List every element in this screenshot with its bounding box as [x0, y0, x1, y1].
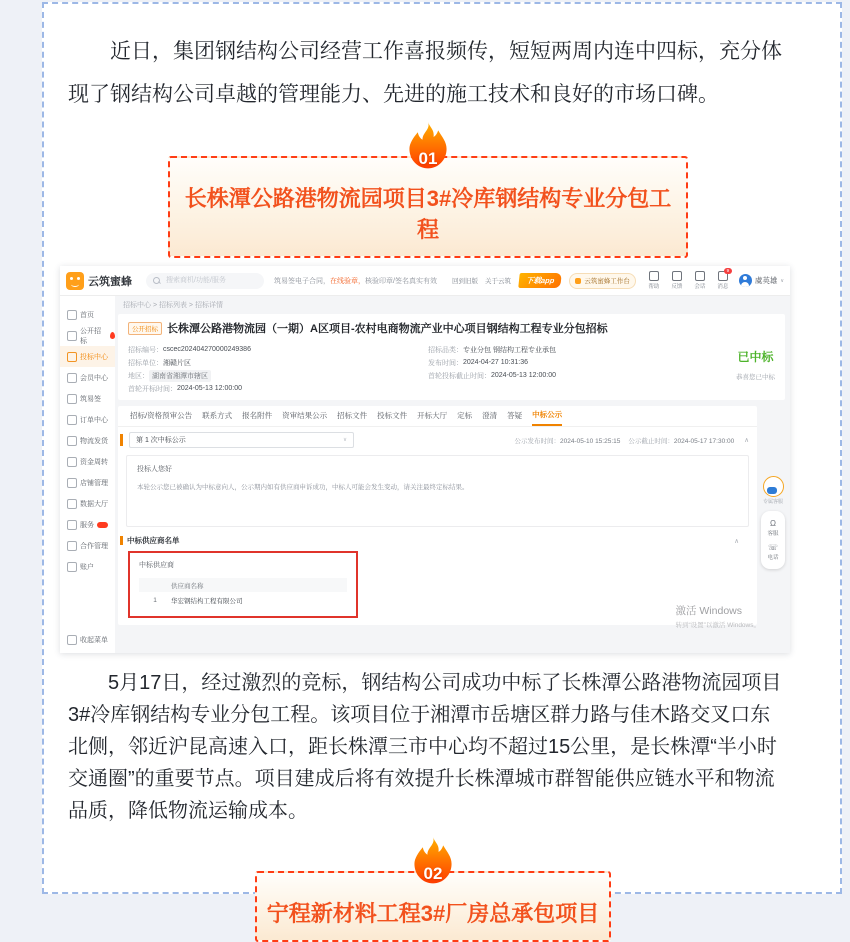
- detail-tab[interactable]: 资审结果公示: [282, 411, 328, 420]
- section-1-hero: [168, 122, 688, 258]
- download-app-button[interactable]: 下载app: [518, 273, 562, 288]
- bid-field: 首轮开标时间： 2024-05-13 12:00:00: [128, 385, 242, 393]
- avatar: [739, 274, 752, 287]
- topbar-links: [452, 276, 511, 285]
- topbar-link[interactable]: 回到旧版: [451, 278, 478, 285]
- table-row: 1 华宏钢结构工程有限公司: [153, 597, 243, 605]
- detail-tab[interactable]: 答疑: [507, 411, 523, 420]
- floating-widgets: 专属客服 Ω 客服 ☏ 电话: [761, 476, 785, 569]
- account-icon: [67, 562, 77, 572]
- funds-icon: [67, 457, 77, 467]
- app-sidebar: [60, 296, 115, 653]
- winner-notice: 投标人您好 本轮公示您已被确认为中标意向人，公示期内如有供应商申诉成功，中标人可能会发生变动，请关注最终定标结果。: [126, 455, 749, 527]
- sidebar-item[interactable]: 订单中心: [60, 409, 115, 430]
- esign-icon: [67, 394, 77, 404]
- sidebar-item[interactable]: 数据大厅: [60, 493, 115, 514]
- topbar-icons: [646, 268, 731, 290]
- sidebar-item[interactable]: 筑易签: [60, 388, 115, 409]
- sidebar-item[interactable]: 资金周转: [60, 451, 115, 472]
- phone-icon: ☏: [767, 543, 778, 552]
- detail-tab[interactable]: 招标/资格预审公告: [130, 411, 193, 420]
- section-1-title: 长株潭公路港物流园项目3#冷库钢结构专业分包工程: [168, 156, 688, 258]
- sidebar-item[interactable]: 服务: [60, 514, 115, 535]
- help-icon: [649, 271, 659, 281]
- search-icon: [153, 277, 160, 284]
- bid-detail-card: [118, 406, 757, 625]
- user-menu[interactable]: 虞英雄 ∨: [739, 274, 784, 287]
- sidebar-item[interactable]: 首页: [60, 304, 115, 325]
- sidebar-item[interactable]: 店铺管理: [60, 472, 115, 493]
- brand-logo[interactable]: [66, 272, 132, 290]
- detail-tab[interactable]: 开标大厅: [417, 411, 448, 420]
- sidebar-item[interactable]: 投标中心: [60, 346, 115, 367]
- bid-field: 招标品类： 专业分包 钢结构工程专业承包: [428, 346, 556, 354]
- chevron-down-icon: ∨: [342, 437, 347, 443]
- embedded-screenshot: [60, 266, 790, 653]
- promo-text: 筑易签电子合同，在线验章，核验印章/签名真实有效: [274, 277, 437, 285]
- bid-field: 首轮投标截止时间： 2024-05-13 12:00:00: [428, 372, 556, 380]
- search-box[interactable]: [146, 273, 264, 289]
- column-header: 供应商名称: [171, 582, 204, 590]
- winner-highlight-box: 中标供应商 供应商名称 1 华宏钢结构工程有限公司: [128, 551, 358, 618]
- logistics-icon: [67, 436, 77, 446]
- chevron-down-icon: ∨: [780, 277, 784, 284]
- flame-badge-icon: [410, 837, 456, 889]
- cooperation-icon: [67, 541, 77, 551]
- topbar-icon-item[interactable]: 帮助: [646, 271, 662, 290]
- detail-tabs: [118, 406, 757, 427]
- publicity-times: 公示发布时间：2024-05-10 15:25:15 公示截止时间：2024-05-17 17:30:00 ∧: [514, 437, 749, 445]
- section-number: 02: [423, 864, 443, 883]
- flame-badge-icon: [405, 122, 451, 174]
- bid-field: 招标单位： 湘赣片区: [128, 359, 191, 367]
- content-frame: [42, 2, 842, 926]
- intro-paragraph: 近日，集团钢结构公司经营工作喜报频传，短短两周内连中四标，充分体现了钢结构公司卓越的管理能力、先进的施工技术和良好的市场口碑。: [68, 40, 782, 106]
- detail-tab[interactable]: 中标公示: [532, 406, 562, 426]
- phone-button[interactable]: ☏ 电话: [767, 543, 779, 561]
- body-paragraph: 5月17日，经过激烈的竞标，钢结构公司成功中标了长株潭公路港物流园项目3#冷库钢结构专业分包工程。该项目位于湘潭市岳塘区群力路与佳木路交叉口东北侧，邻近沪昆高速入口，距长株潭三市中心均不超过15公里，是长株潭“半小时交通圈”的重要节点。项目建成后将有效提升长株潭城市群智能供应链水平和物流品质，降低物流运输成本。: [68, 672, 782, 822]
- bid-center-icon: [67, 352, 77, 362]
- detail-tab[interactable]: 报名附件: [242, 411, 273, 420]
- order-icon: [67, 415, 77, 425]
- app-topbar: [60, 266, 790, 296]
- workbench-badge[interactable]: 云筑蜜蜂工作台: [569, 273, 636, 289]
- customer-service-button[interactable]: Ω 客服: [767, 519, 779, 537]
- service-icon: [67, 520, 77, 530]
- bid-info-card: [118, 314, 785, 400]
- workbench-icon: [575, 278, 581, 284]
- notification-badge: 9: [724, 268, 732, 274]
- section-2-title: 宁程新材料工程3#厂房总承包项目: [255, 871, 611, 942]
- bid-field: 发布时间： 2024-04-27 10:31:36: [428, 359, 528, 367]
- bid-title: 长株潭公路港物流园（一期）A区项目-农村电商物流产业中心项目钢结构工程专业分包招标: [167, 323, 608, 335]
- chevron-up-icon[interactable]: ∧: [744, 437, 749, 444]
- windows-watermark: 激活 Windows 转到“设置”以激活 Windows。: [675, 605, 760, 629]
- collapse-menu-button[interactable]: 收起菜单: [60, 635, 115, 645]
- status-badge: 已中标: [737, 350, 774, 364]
- bid-status: 已中标 恭喜您已中标: [736, 350, 775, 381]
- accent-bar: [120, 536, 123, 545]
- topbar-icon-item[interactable]: 9 消息: [715, 271, 731, 290]
- brand-name: 云筑蜜蜂: [88, 275, 132, 288]
- sidebar-item[interactable]: 会员中心: [60, 367, 115, 388]
- member-icon: [67, 373, 77, 383]
- mascot-icon[interactable]: [763, 476, 784, 497]
- chevron-up-icon[interactable]: ∧: [734, 537, 739, 545]
- headset-icon: Ω: [770, 519, 776, 528]
- data-hall-icon: [67, 499, 77, 509]
- bid-field: 地区： 湖南省湘潭市辖区: [128, 369, 428, 382]
- detail-tab[interactable]: 投标文件: [377, 411, 408, 420]
- bid-field: 招标编号： cscec202404270000249386: [128, 346, 251, 354]
- detail-tab[interactable]: 澄清: [482, 411, 498, 420]
- accent-bar: [120, 434, 123, 446]
- feedback-icon: [672, 271, 682, 281]
- sidebar-item[interactable]: 物流发货: [60, 430, 115, 451]
- breadcrumb: 招标中心 > 招标列表 > 招标详情: [123, 302, 223, 309]
- sidebar-item[interactable]: 合作管理: [60, 535, 115, 556]
- winner-section-title: 中标供应商名单: [127, 536, 180, 545]
- search-input[interactable]: [164, 276, 258, 285]
- sidebar-item[interactable]: 公开招标: [60, 325, 115, 346]
- detail-tab[interactable]: 招标文件: [337, 411, 368, 420]
- home-icon: [67, 310, 77, 320]
- open-bid-icon: [67, 331, 77, 341]
- bee-logo-icon: [66, 272, 84, 290]
- chat-icon: [695, 271, 705, 281]
- topbar-icon-item[interactable]: 会话: [692, 271, 708, 290]
- sidebar-item[interactable]: 账户: [60, 556, 115, 577]
- detail-tab[interactable]: 定标: [457, 411, 473, 420]
- topbar-link[interactable]: 关于云筑: [484, 278, 511, 285]
- winner-table: [139, 578, 347, 609]
- section-2-hero: [255, 837, 611, 942]
- app-main: [115, 296, 790, 653]
- shop-icon: [67, 478, 77, 488]
- section-number: 01: [418, 149, 438, 168]
- detail-tab[interactable]: 联系方式: [202, 411, 233, 420]
- sidebar-badge: [97, 522, 108, 528]
- round-select[interactable]: 第 1 次中标公示 ∨: [129, 432, 354, 448]
- public-bid-badge: 公开招标: [128, 322, 162, 335]
- topbar-icon-item[interactable]: 反馈: [669, 271, 685, 290]
- collapse-icon: [67, 635, 77, 645]
